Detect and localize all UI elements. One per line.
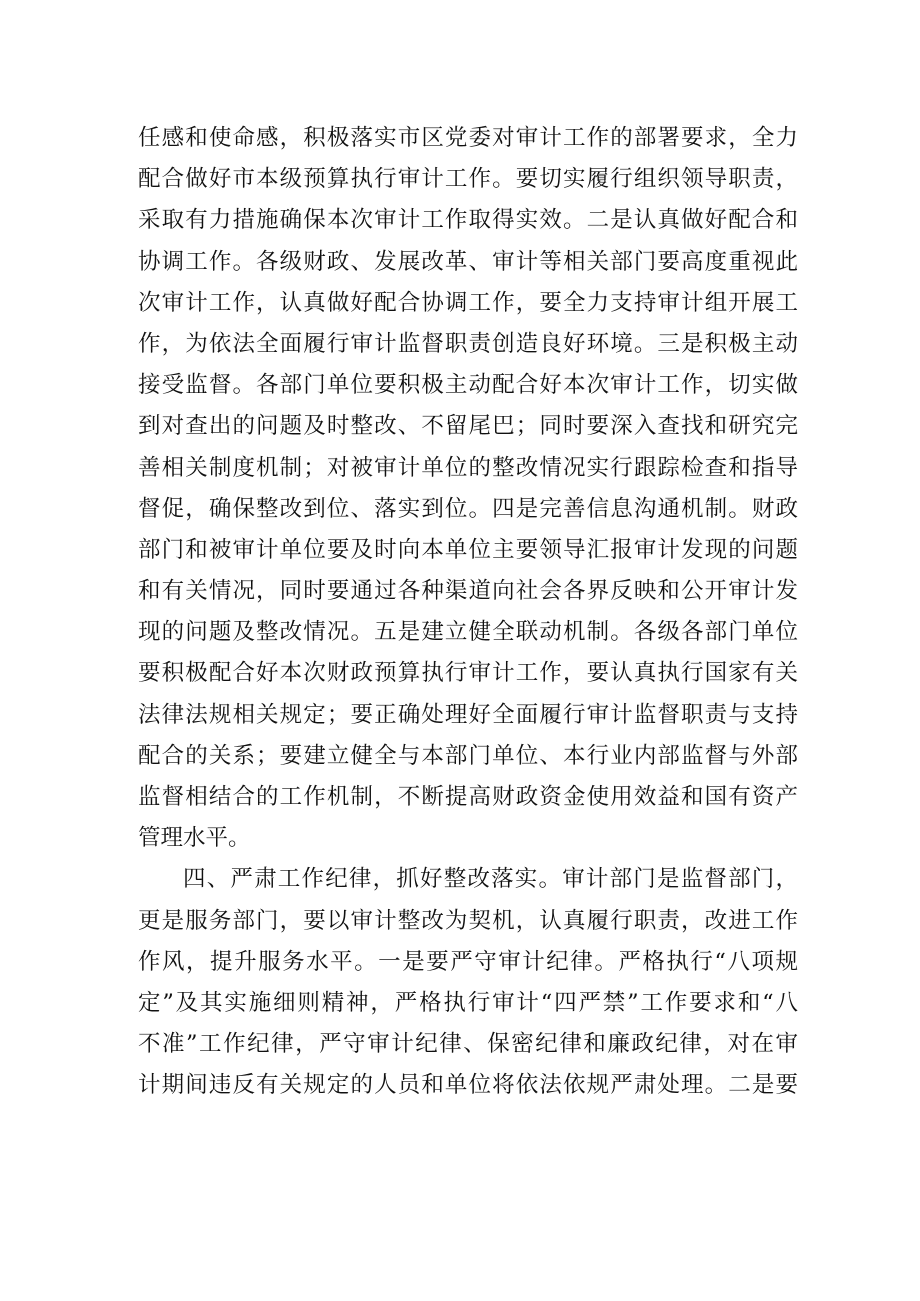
text-line: 接受监督。各部门单位要积极主动配合好本次审计工作，切实做 <box>138 372 798 399</box>
text-line: 定”及其实施细则精神，严格执行审计“四严禁”工作要求和“八 <box>138 989 798 1016</box>
text-line: 次审计工作，认真做好配合协调工作，要全力支持审计组开展工 <box>138 289 798 316</box>
text-line: 计期间违反有关规定的人员和单位将依法依规严肃处理。二是要 <box>138 1072 798 1099</box>
text-line: 配合的关系；要建立健全与本部门单位、本行业内部监督与外部 <box>138 742 798 769</box>
text-line: 更是服务部门，要以审计整改为契机，认真履行职责，改进工作 <box>138 907 798 934</box>
text-line: 任感和使命感，积极落实市区党委对审计工作的部署要求，全力 <box>138 125 798 151</box>
text-line: 督促，确保整改到位、落实到位。四是完善信息沟通机制。财政 <box>138 495 798 522</box>
text-line: 协调工作。各级财政、发展改革、审计等相关部门要高度重视此 <box>138 248 798 275</box>
text-line: 现的问题及整改情况。五是建立健全联动机制。各级各部门单位 <box>138 619 798 646</box>
text-line: 不准”工作纪律，严守审计纪律、保密纪律和廉政纪律，对在审 <box>138 1031 798 1058</box>
text-line: 善相关制度机制；对被审计单位的整改情况实行跟踪检查和指导 <box>138 454 798 481</box>
text-line: 和有关情况，同时要通过各种渠道向社会各界反映和公开审计发 <box>138 578 798 605</box>
text-line: 采取有力措施确保本次审计工作取得实效。二是认真做好配合和 <box>138 207 798 234</box>
text-line: 法律法规相关规定；要正确处理好全面履行审计监督职责与支持 <box>138 701 798 728</box>
text-line: 作，为依法全面履行审计监督职责创造良好环境。三是积极主动 <box>138 330 798 357</box>
text-line: 管理水平。 <box>138 825 251 852</box>
text-line: 到对查出的问题及时整改、不留尾巴；同时要深入查找和研究完 <box>138 413 798 440</box>
text-line: 部门和被审计单位要及时向本单位主要领导汇报审计发现的问题 <box>138 536 798 563</box>
section-heading-line: 四、严肃工作纪律，抓好整改落实。审计部门是监督部门， <box>183 866 798 893</box>
text-line: 要积极配合好本次财政预算执行审计工作，要认真执行国家有关 <box>138 660 798 687</box>
text-line: 监督相结合的工作机制，不断提高财政资金使用效益和国有资产 <box>138 784 798 810</box>
text-line: 作风，提升服务水平。一是要严守审计纪律。严格执行“八项规 <box>138 948 798 975</box>
body-text <box>138 118 798 1107</box>
text-line: 配合做好市本级预算执行审计工作。要切实履行组织领导职责， <box>138 166 798 193</box>
